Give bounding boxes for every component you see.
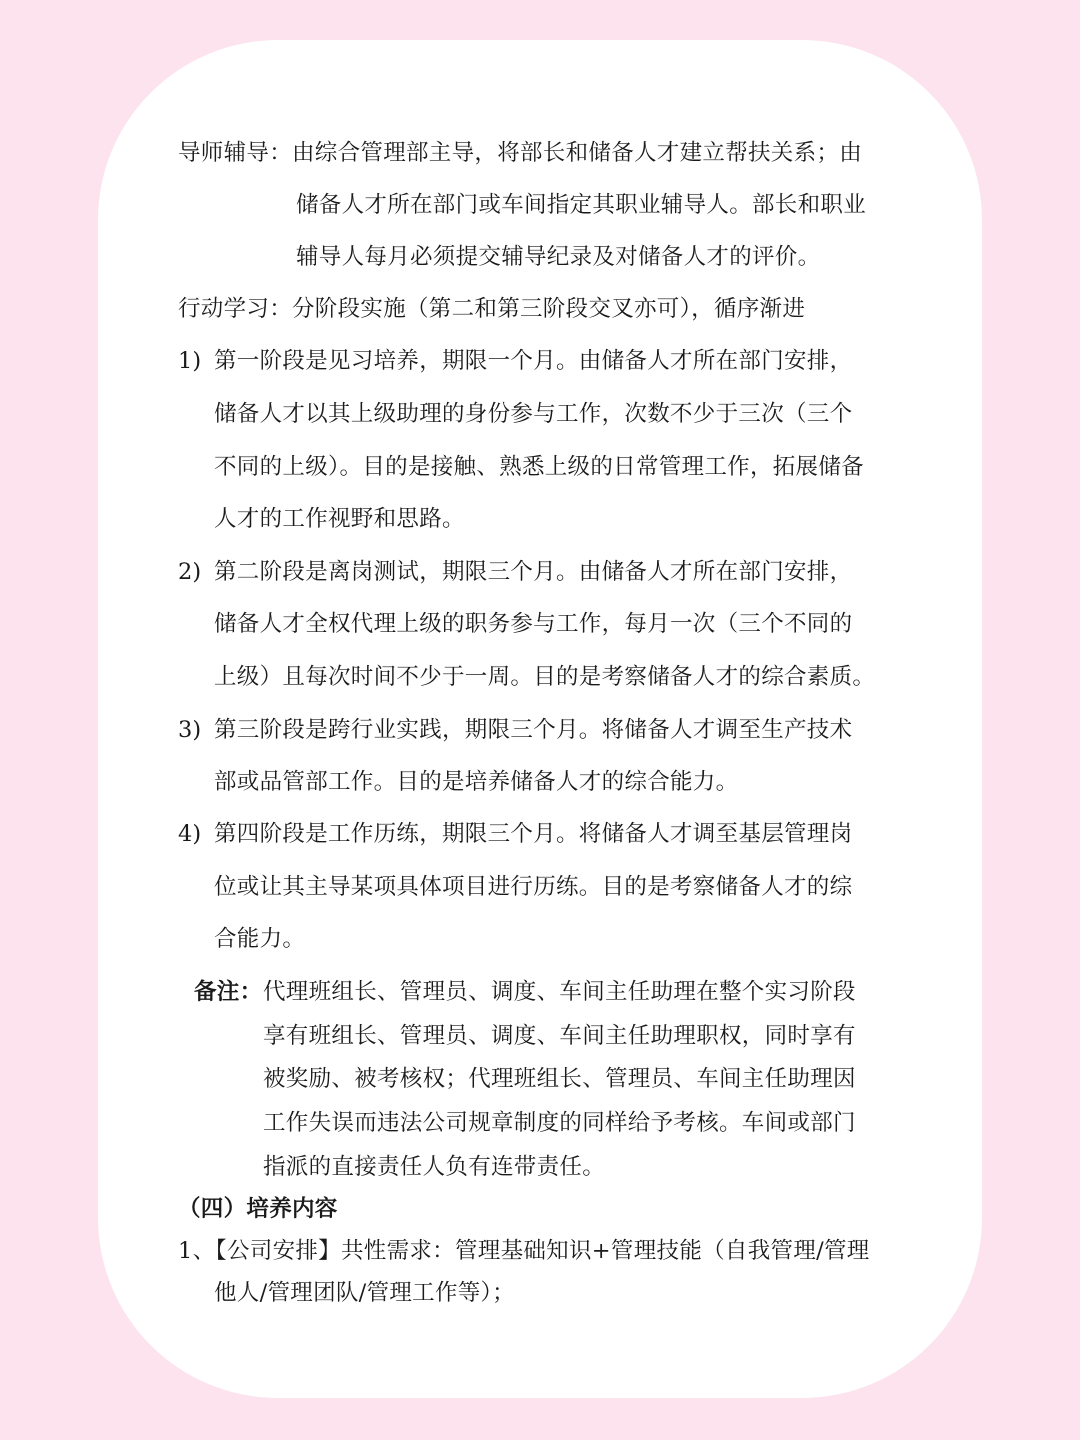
document-card (98, 40, 982, 1398)
stage-4-line-2: 位或让其主导某项具体项目进行历练。目的是考察储备人才的综 (214, 874, 853, 900)
mentoring-line-2: 储备人才所在部门或车间指定其职业辅导人。部长和职业 (296, 192, 867, 218)
mentoring-line-1: 导师辅导：由综合管理部主导，将部长和储备人才建立帮扶关系；由 (178, 140, 863, 166)
mentoring-line-3: 辅导人每月必须提交辅导纪录及对储备人才的评价。 (296, 244, 821, 270)
stage-1-line-3: 不同的上级）。目的是接触、熟悉上级的日常管理工作，拓展储备 (214, 454, 864, 480)
remark-label: 备注： (194, 979, 263, 1005)
item-1-line-2: 他人/管理团队/管理工作等）； (214, 1280, 515, 1306)
item-1-line-1: 1、【公司安排】共性需求：管理基础知识+管理技能（自我管理/管理 (178, 1238, 870, 1264)
stage-4-line-3: 合能力。 (214, 926, 306, 952)
stage-2-line-3: 上级）且每次时间不少于一周。目的是考察储备人才的综合素质。 (214, 664, 876, 690)
stage-3-line-2: 部或品管部工作。目的是培养储备人才的综合能力。 (214, 769, 739, 795)
stage-1-line-1: 第一阶段是见习培养，期限一个月。由储备人才所在部门安排， (214, 348, 853, 374)
stage-2-number: 2) (178, 559, 202, 585)
remark-line-2: 享有班组长、管理员、调度、车间主任助理职权，同时享有 (263, 1023, 856, 1049)
document-body (98, 40, 982, 1398)
remark-line-3: 被奖励、被考核权；代理班组长、管理员、车间主任助理因 (263, 1066, 856, 1092)
action-learning-line: 行动学习：分阶段实施（第二和第三阶段交叉亦可），循序渐进 (178, 296, 806, 322)
remark-line-5: 指派的直接责任人负有连带责任。 (263, 1154, 606, 1180)
remark-line-4: 工作失误而违法公司规章制度的同样给予考核。车间或部门 (263, 1110, 856, 1136)
stage-1-line-4: 人才的工作视野和思路。 (214, 506, 465, 532)
stage-4-number: 4) (178, 821, 202, 847)
stage-2-line-2: 储备人才全权代理上级的职务参与工作，每月一次（三个不同的 (214, 611, 853, 637)
stage-2-line-1: 第二阶段是离岗测试，期限三个月。由储备人才所在部门安排， (214, 559, 853, 585)
stage-1-number: 1) (178, 348, 202, 374)
section-heading: （四）培养内容 (178, 1196, 338, 1222)
stage-1-line-2: 储备人才以其上级助理的身份参与工作，次数不少于三次（三个 (214, 401, 853, 427)
remark-line-1: 代理班组长、管理员、调度、车间主任助理在整个实习阶段 (263, 979, 856, 1005)
stage-4-line-1: 第四阶段是工作历练，期限三个月。将储备人才调至基层管理岗 (214, 821, 853, 847)
stage-3-number: 3) (178, 717, 202, 743)
stage-3-line-1: 第三阶段是跨行业实践，期限三个月。将储备人才调至生产技术 (214, 717, 853, 743)
